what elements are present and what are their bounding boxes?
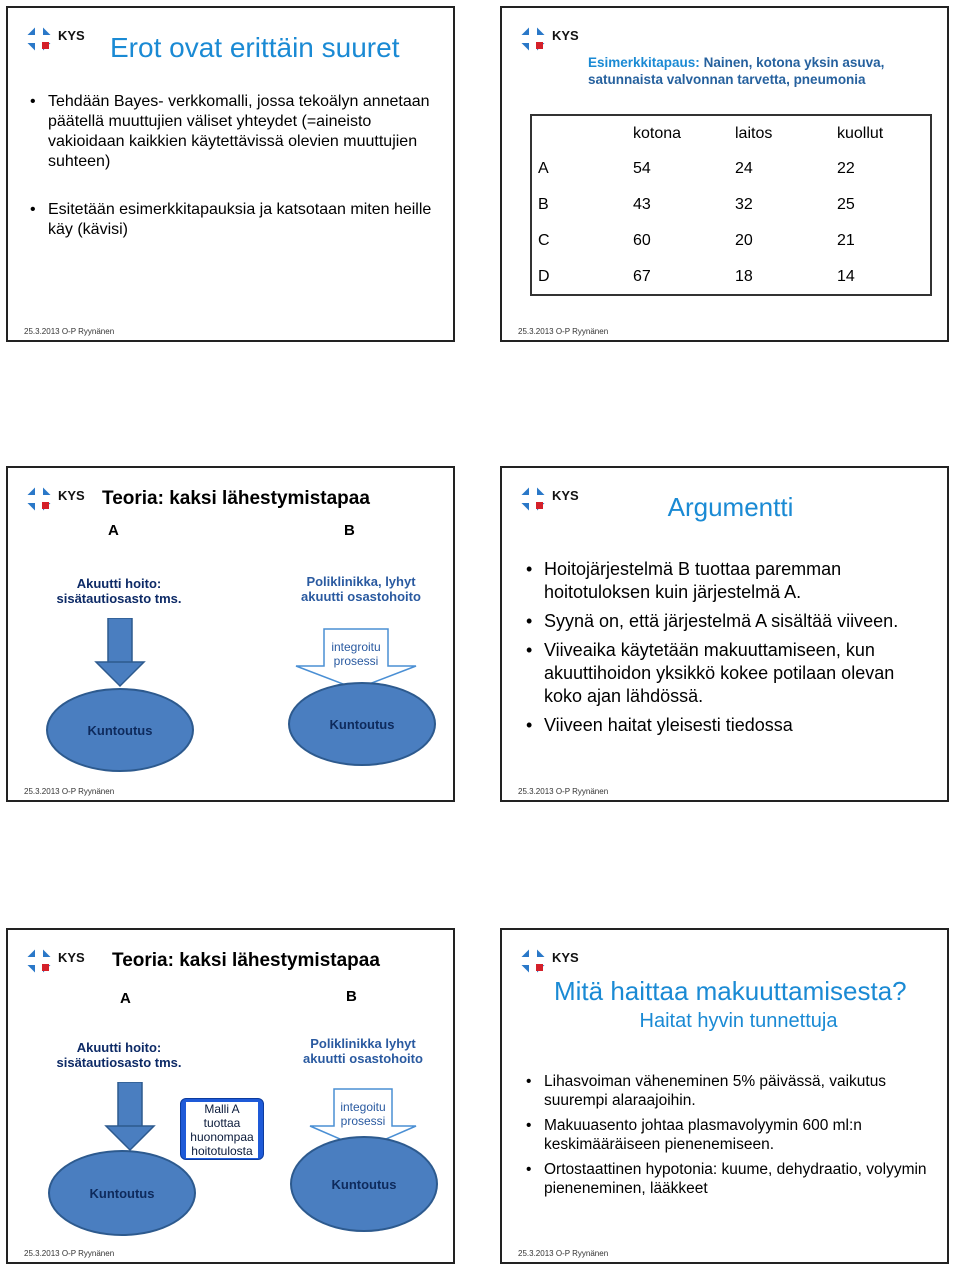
label-b: B [346, 988, 357, 1005]
table-cell: C [538, 232, 550, 249]
table-row [531, 187, 931, 223]
logo-text: KYS [552, 28, 579, 43]
slide-title: Argumentti [667, 492, 794, 522]
table-row [531, 259, 931, 295]
table-cell: 43 [633, 196, 651, 213]
logo-text: KYS [552, 950, 579, 965]
table-cell: B [538, 196, 549, 213]
rehab-label-a: Kuntoutus [87, 722, 153, 738]
acute-care-label: Akuutti hoito: sisätautiosasto tms. [56, 576, 182, 606]
outpatient-label: Poliklinikka lyhyt akuutti osastohoito [303, 1036, 423, 1066]
logo-text: KYS [58, 28, 85, 43]
table-cell: 22 [837, 160, 855, 177]
bullet-list [526, 1072, 936, 1198]
slide-3 [6, 466, 455, 802]
kys-cross-icon [24, 20, 54, 58]
kys-logo [24, 480, 90, 520]
bullet-item: • Makuuasento johtaa plasmavolyymin 600 ml:n keskimääräiseen pienenemiseen. [526, 1116, 936, 1154]
rehab-oval-b [288, 682, 436, 766]
table-row [531, 223, 931, 259]
kys-cross-icon [24, 942, 54, 980]
kys-logo [24, 942, 90, 982]
integrated-process-label: integoitu prosessi [340, 1100, 386, 1128]
table-cell: D [538, 267, 550, 285]
logo-text: KYS [58, 488, 85, 503]
bullet-list [30, 92, 440, 240]
kys-logo [518, 20, 584, 60]
kys-cross-icon [24, 480, 54, 518]
rehab-oval-a [48, 1150, 196, 1236]
slide-title: Teoria: kaksi lähestymistapaa [102, 488, 370, 509]
acute-care-label: Akuutti hoito: sisätautiosasto tms. [56, 1040, 182, 1070]
bullet-item: • Esitetään esimerkkitapauksia ja katsotaan miten heille käy (kävisi) [30, 200, 440, 240]
table-cell: 54 [633, 160, 651, 177]
slide-title: Teoria: kaksi lähestymistapaa [112, 950, 380, 971]
outpatient-label: Poliklinikka, lyhyt akuutti osastohoito [301, 574, 421, 604]
table-cell: 32 [735, 196, 753, 213]
case-heading-text: Nainen, kotona yksin asuva, satunnaista valvonnan tarvetta, pneumonia [588, 55, 885, 87]
bullet-item: • Viiveen haitat yleisesti tiedossa [526, 714, 926, 737]
table-header-cell [531, 115, 632, 151]
label-a: A [120, 990, 131, 1007]
down-arrow-icon [104, 1082, 156, 1152]
table-cell: 18 [735, 267, 753, 285]
slide-title: Mitä haittaa makuuttamisesta? [554, 976, 907, 1006]
slide-1 [6, 6, 455, 342]
label-b: B [344, 522, 355, 539]
rehab-label-b: Kuntoutus [329, 716, 395, 732]
slide-footer: 25.3.2013 O-P Ryynänen [24, 327, 115, 336]
kys-cross-icon [518, 942, 548, 980]
table-header-row [531, 115, 931, 151]
rehab-oval-b [290, 1136, 438, 1232]
table-row [531, 151, 931, 187]
bullet-item: • Tehdään Bayes- verkkomalli, jossa tekoälyn annetaan päätellä muuttujien väliset yhteydet (=aineisto vakioidaan kaikkien käytettävissä olevien muuttujien suhteen) [30, 92, 440, 172]
table-cell: 25 [837, 196, 855, 213]
slide-footer: 25.3.2013 O-P Ryynänen [518, 787, 609, 796]
slide-footer: 25.3.2013 O-P Ryynänen [24, 787, 115, 796]
slide-2 [500, 6, 949, 342]
bullet-item: • Ortostaattinen hypotonia: kuume, dehydraatio, volyymin pieneneminen, lääkkeet [526, 1160, 936, 1198]
table-cell: 67 [633, 267, 651, 285]
table-cell: 60 [633, 232, 651, 249]
bullet-item: • Lihasvoiman väheneminen 5% päivässä, vaikutus suurempi alaraajoihin. [526, 1072, 936, 1110]
slide-6 [500, 928, 949, 1264]
table-cell: A [538, 160, 549, 177]
bullet-item: • Viiveaika käytetään makuuttamiseen, kun akuuttihoidon yksikkö kokee potilaan olevan koko ajan lähdössä. [526, 639, 926, 708]
slide-footer: 25.3.2013 O-P Ryynänen [24, 1249, 115, 1258]
label-a: A [108, 522, 119, 539]
table-cell: 24 [735, 160, 753, 177]
slide-title: Erot ovat erittäin suuret [110, 32, 400, 63]
kys-logo [24, 20, 90, 60]
case-heading [588, 54, 938, 88]
bullet-item: • Syynä on, että järjestelmä A sisältää viiveen. [526, 610, 926, 633]
rehab-oval-a [46, 688, 194, 772]
outcome-table [530, 114, 932, 296]
case-heading-label: Esimerkkitapaus: [588, 55, 700, 70]
bullet-item: • Hoitojärjestelmä B tuottaa paremman hoitotuloksen kuin järjestelmä A. [526, 558, 926, 604]
table-header-cell: kuollut [837, 124, 884, 142]
down-arrow-icon [94, 618, 146, 688]
rehab-label-b: Kuntoutus [331, 1176, 397, 1192]
logo-text: KYS [58, 950, 85, 965]
table-header-cell: kotona [633, 124, 682, 142]
rehab-label-a: Kuntoutus [89, 1185, 155, 1201]
table-cell: 20 [735, 232, 753, 249]
slide-5 [6, 928, 455, 1264]
table-cell: 21 [837, 232, 855, 249]
callout-text: Malli A tuottaa huonompaa hoitotulosta [186, 1102, 258, 1158]
table-cell: 14 [837, 267, 855, 285]
bullet-list [526, 558, 926, 737]
kys-cross-icon [518, 20, 548, 58]
table-header-cell: laitos [735, 124, 773, 142]
slide-4 [500, 466, 949, 802]
slide-footer: 25.3.2013 O-P Ryynänen [518, 1249, 609, 1258]
slide-subtitle: Haitat hyvin tunnettuja [639, 1010, 838, 1032]
slide-footer: 25.3.2013 O-P Ryynänen [518, 327, 609, 336]
logo-text: KYS [552, 488, 579, 503]
integrated-process-label: integroitu prosessi [331, 640, 381, 668]
